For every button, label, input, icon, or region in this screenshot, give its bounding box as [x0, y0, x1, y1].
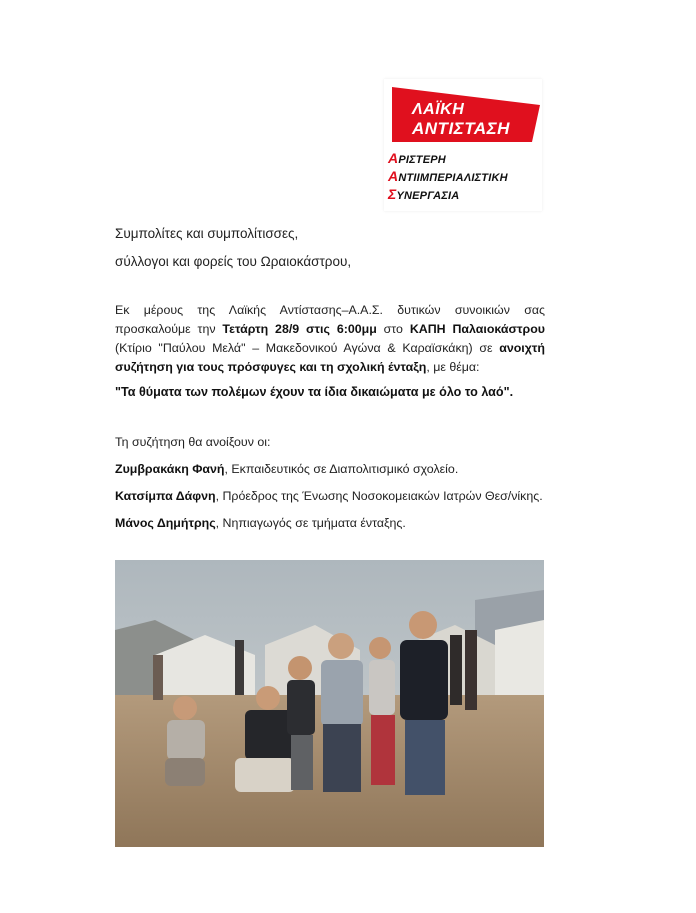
event-venue: ΚΑΠΗ Παλαιοκάστρου: [409, 322, 545, 336]
logo-title-line2: ΑΝΤΙΣΤΑΣΗ: [412, 119, 510, 138]
logo-title-line1: ΛΑΪΚΗ: [412, 101, 465, 118]
greeting-line1: Συμπολίτες και συμπολίτισσες,: [115, 226, 299, 241]
logo-subtitle-line3: ΣΥΝΕΡΓΑΣΙΑ: [388, 186, 460, 202]
logo: [384, 79, 542, 211]
speaker-item: Μάνος Δημήτρης, Νηπιαγωγός σε τμήματα ένταξης.: [115, 516, 406, 530]
event-topic: ανοιχτή συζήτηση για τους πρόσφυγες και τη σχολική ένταξη: [115, 341, 545, 374]
speaker-item: Ζυμβρακάκη Φανή, Εκπαιδευτικός σε Διαπολιτισμικό σχολείο.: [115, 462, 459, 476]
event-motto: "Τα θύματα των πολέμων έχουν τα ίδια δικαιώματα με όλο το λαό".: [115, 385, 514, 399]
logo-subtitle-line1: ΑΡΙΣΤΕΡΗ: [388, 150, 446, 166]
logo-banner: [392, 87, 540, 142]
speakers-intro: Τη συζήτηση θα ανοίξουν οι:: [115, 435, 271, 449]
greeting-line2: σύλλογοι και φορείς του Ωραιοκάστρου,: [115, 254, 352, 269]
speaker-item: Κατσίμπα Δάφνη, Πρόεδρος της Ένωσης Νοσοκομειακών Ιατρών Θεσ/νίκης.: [115, 489, 543, 503]
invitation-paragraph: Εκ μέρους της Λαϊκής Αντίστασης–Α.Α.Σ. δυτικών συνοικιών σας προσκαλούμε την Τετάρτη 28/9 στις 6:00μμ στο ΚΑΠΗ Παλαιοκάστρου (Κτίριο "Παύλου Μελά" – Μακεδονικού Αγώνα & Καραϊσκάκη) σε ανοιχτή συζήτηση για τους πρόσφυγες και τη σχολική ένταξη, με θέμα:: [115, 303, 545, 374]
refugee-children-photo: [115, 560, 544, 847]
logo-subtitle-line2: ΑΝΤΙΙΜΠΕΡΙΑΛΙΣΤΙΚΗ: [388, 168, 508, 184]
event-date: Τετάρτη 28/9 στις 6:00μμ: [222, 322, 377, 336]
